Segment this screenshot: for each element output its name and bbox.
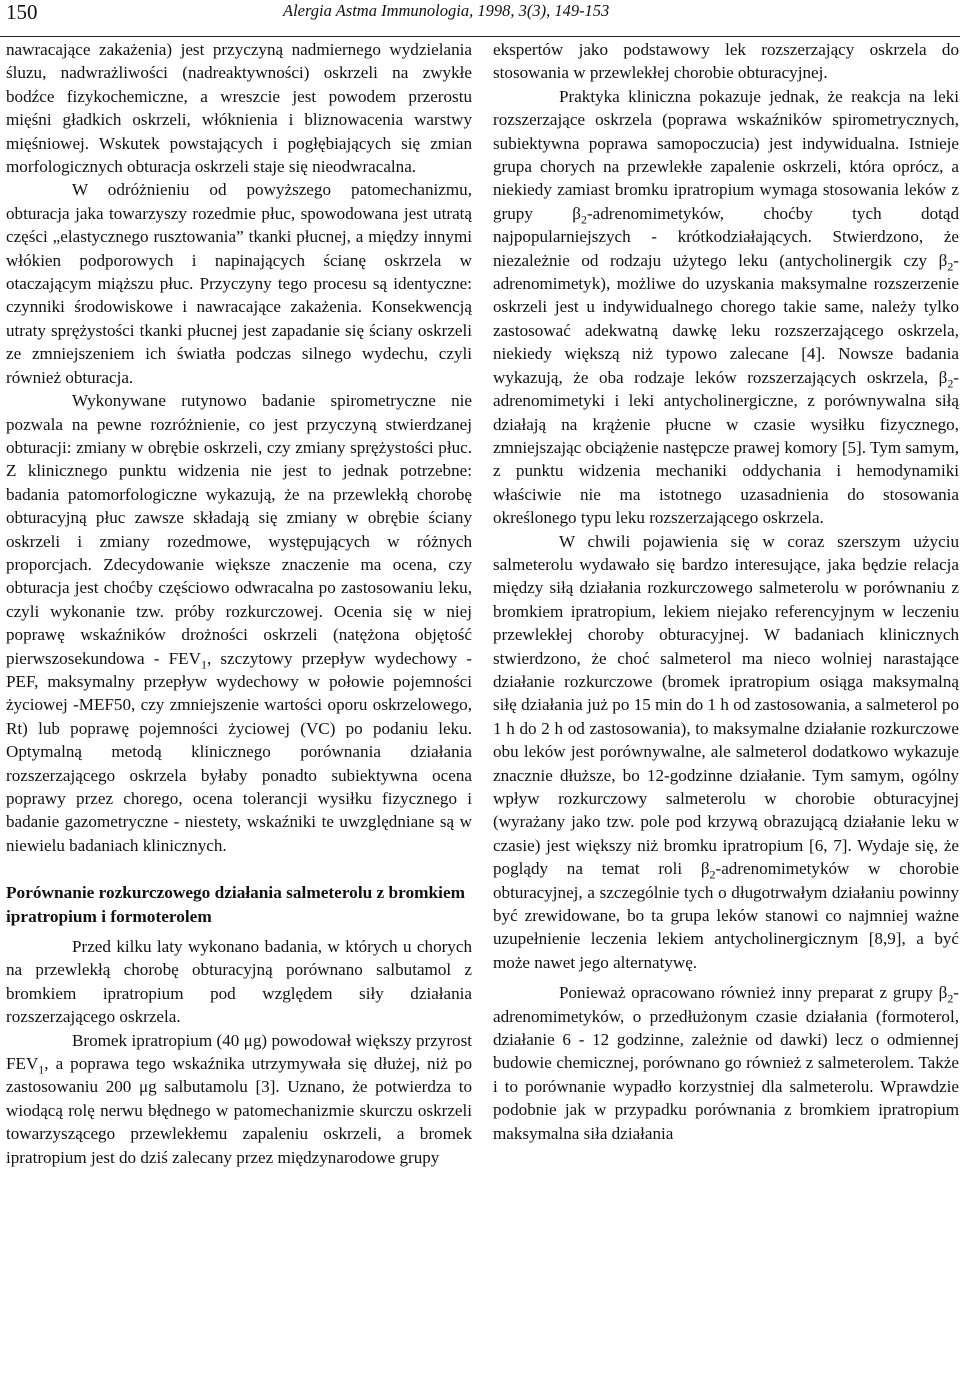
beta-symbol: β <box>938 367 948 387</box>
right-paragraph-3-text-a: W chwili pojawienia się w coraz szerszym użyciu salmeterolu wydawało się bardzo interesujące, jaka będzie relacja między siłą działania rozkurczowego salmeterolu w porównaniu z bromkiem ipratropium, lekiem niejako referencyjnym w leczeniu przewlekłej choroby obturacyjnej. W badaniach klinicznych stwierdzono, że choć salmeterol ma nieco wolniej narastające działanie rozkurczowe (bromek ipratropium osiąga maksymalną siłę działania już po 15 min do 1 h od zastosowania, a salmeterol po 1 h do 2 h od zastosowania), to maksymalne działanie rozkurczowe obu leków jest porównywalne, ale salmeterol dodatkowo wykazuje znacznie dłuższe, bo 12-godzinne działanie. Tym samym, ogólny wpływ rozkurczowy salmeterolu w chorobie obturacyjnej (wyrażany jako tzw. pole pod krzywą obrazującą działanie leku w czasie) jest większy niż bromku ipratropium [6, 7]. Wydaje się, że poglądy na temat roli <box>493 531 959 879</box>
beta-subscript: 2 <box>947 376 954 391</box>
beta-symbol: β <box>700 859 710 879</box>
fev-subscript: 1 <box>38 1062 45 1077</box>
left-paragraph-2 <box>6 178 472 389</box>
beta-subscript: 2 <box>581 212 587 227</box>
left-paragraph-1-text: nawracające zakażenia) jest przyczyną nadmiernego wydzielania śluzu, nadwrażliwości (nadreaktywności) oskrzeli na zwykłe bodźce fizykochemiczne, a wreszcie jest powodem przerostu mięśni gładkich oskrzeli, włóknienia i bliznowacenia warstwy mięśniowej. Wskutek powstających i pogłębiających się zmian morfologicznych obturacja oskrzeli staje się nieodwracalna. <box>6 40 472 177</box>
left-paragraph-2-text: W odróżnieniu od powyższego patomechanizmu, obturacja jaka towarzyszy rozedmie płuc, spowodowana jest utratą części „elastycznego rusztowania” tkanki płucnej, a między innymi włókien podporowych i napinających ścianę oskrzela w otaczającym miąższu płuc. Przyczyny tego procesu są identyczne: czynniki środowiskowe i nawracające zakażenia. Konsekwencją utraty sprężystości tkanki płucnej jest zapadanie się ściany oskrzeli ze zmniejszeniem ich światła podczas silnego wydechu, czyli również obturacja. <box>6 180 472 387</box>
right-paragraph-4 <box>493 981 959 1145</box>
right-paragraph-2 <box>493 85 959 530</box>
left-paragraph-3-text-a: Wykonywane rutynowo badanie spirometryczne nie pozwala na pewne rozróżnienie, co jest przyczyną stwierdzanej obturacji: zmiany w obrębie oskrzeli, czy zmiany sprężystości płuc. Z klinicznego punktu widzenia nie jest to jednak potrzebne: badania patomorfologiczne wykazują, że na przewlekłą chorobę obturacyjną płuc zawsze składają się zmiany w obrębie ściany oskrzeli i zmiany rozedmowe, występujących w różnych proporcjach. Zdecydowanie większe znaczenie ma ocena, czy obturacja jest choćby częściowo odwracalna po zastosowaniu leku, czyli wykonanie tzw. próby rozkurczowej. Ocenia się w niej poprawę wskaźników drożności oskrzeli (natężona objętość pierwszosekundowa - FEV <box>6 391 472 668</box>
left-paragraph-4-text: Przed kilku laty wykonano badania, w których u chorych na przewlekłą chorobę obturacyjną porównano salbutamol z bromkiem ipratropium pod względem siły działania rozszerzającego oskrzela. <box>6 937 472 1027</box>
left-paragraph-5-text-a: Bromek ipratropium (40 μg) powodował większy przyrost FEV <box>6 1030 472 1074</box>
beta-subscript: 2 <box>709 867 716 882</box>
right-column <box>493 38 959 1145</box>
left-paragraph-3 <box>6 389 472 857</box>
beta-subscript: 2 <box>947 259 954 274</box>
right-paragraph-1-text: ekspertów jako podstawowy lek rozszerzający oskrzela do stosowania w przewlekłej chorobie obturacyjnej. <box>493 40 959 83</box>
left-paragraph-5 <box>6 1029 472 1169</box>
right-paragraph-2-text-d: -adrenomimetyki i leki antycholinergiczne, z porównywalna siłą działają na krążenie płucne w czasie wysiłku fizycznego, zmniejszając obciążenie następcze prawej komory [5]. Tym samym, z punktu widzenia mechaniki oddychania i hemodynamiki właściwie nie ma istotnego uzasadnienia do stosowania określonego typu leku rozszerzającego oskrzela. <box>493 367 960 528</box>
right-paragraph-1 <box>493 38 959 85</box>
running-head: Alergia Astma Immunologia, 1998, 3(3), 149-153 <box>283 1 610 20</box>
right-paragraph-3 <box>493 530 959 975</box>
right-paragraph-4-text-b: -adrenomimetyków, o przedłużonym czasie działania (formoterol, działanie 6 - 12 godzinne, zależnie od dawki) lecz o odmiennej budowie chemicznej, porównano go również z salmeterolem. Także i to porównanie wypadło korzystniej dla salmeterolu. Wprawdzie podobnie jak w przypadku porównania z bromkiem ipratropium maksymalna siła działania <box>493 983 959 1143</box>
beta-symbol: β <box>572 203 581 223</box>
left-paragraph-4 <box>6 935 472 1029</box>
right-paragraph-2-text-a: Praktyka kliniczna pokazuje jednak, że reakcja na leki rozszerzające oskrzela (poprawa wskaźników spirometrycznych, subiektywna poprawa samopoczucia) jest indywidualna. Istnieje grupa chorych na przewlekłe zapalenie oskrzeli, która oprócz, a niekiedy zamiast bromku ipratropium wymaga stosowania leków z grupy <box>493 86 959 223</box>
right-paragraph-2-text-c: -adrenomimetyk), możliwe do uzyskania maksymalne rozszerzenie oskrzeli jest u indywidualnego chorego takie same, należy tylko zastosować adekwatną dawkę leku rozszerzającego oskrzela, niekiedy większą niż typowo zalecane [4]. Nowsze badania wykazują, że oba rodzaje leków rozszerzających oskrzela, <box>493 250 959 387</box>
right-paragraph-4-text-a: Ponieważ opracowano również inny preparat z grupy <box>559 983 939 1003</box>
fev-subscript: 1 <box>200 656 207 671</box>
page-header <box>0 0 960 37</box>
left-paragraph-5-text-b: , a poprawa tego wskaźnika utrzymywała się dłużej, niż po zastosowaniu 200 μg salbutamolu [3]. Uznano, że potwierdza to wiodącą rolę nerwu błędnego w patomechanizmie skurczu oskrzeli towarzyszącego przewlekłemu zapaleniu oskrzeli, a bromek ipratropium jest do dziś zalecany przez międzynarodowe grupy <box>6 1054 472 1167</box>
right-paragraph-3-text-b: -adrenomimetyków w chorobie obturacyjnej, a szczególnie tych o długotrwałym działaniu powinny być zrewidowane, bo ta grupa leków stanowi co najmniej ważne uzupełnienie leczenia lekiem antycholinergicznym [8,9], a być może nawet jego alternatywę. <box>493 859 959 972</box>
left-paragraph-3-text-b: , szczytowy przepływ wydechowy -PEF, maksymalny przepływ wydechowy w połowie pojemności życiowej -MEF50, czy zmniejszenie wartości oporu oskrzelowego, Rt) lub poprawę pojemności życiowej (VC) po podaniu leku. Optymalną metodą klinicznego porównania działania rozszerzającego oskrzela byłaby ponadto subiektywna ocena poprawy przez chorego, ocena tolerancji wysiłku fizycznego i badanie gazometryczne - niestety, wskaźniki te uwzględniane są w niewielu badaniach klinicznych. <box>6 648 472 855</box>
beta-symbol: β <box>938 983 948 1003</box>
section-heading: Porównanie rozkurczowego działania salmeterolu z bromkiem ipratropium i formoterolem <box>6 883 466 926</box>
beta-subscript: 2 <box>947 991 954 1006</box>
page-number: 150 <box>6 0 38 24</box>
left-paragraph-1 <box>6 38 472 178</box>
right-paragraph-2-text-b: -adrenomimetyków, choćby tych dotąd najpopularniejszych - krótkodziałających. Stwierdzono, że niezależnie od rodzaju użytego leku (antycholinergik czy <box>493 203 959 270</box>
left-column <box>6 38 472 1169</box>
beta-symbol: β <box>938 250 948 270</box>
